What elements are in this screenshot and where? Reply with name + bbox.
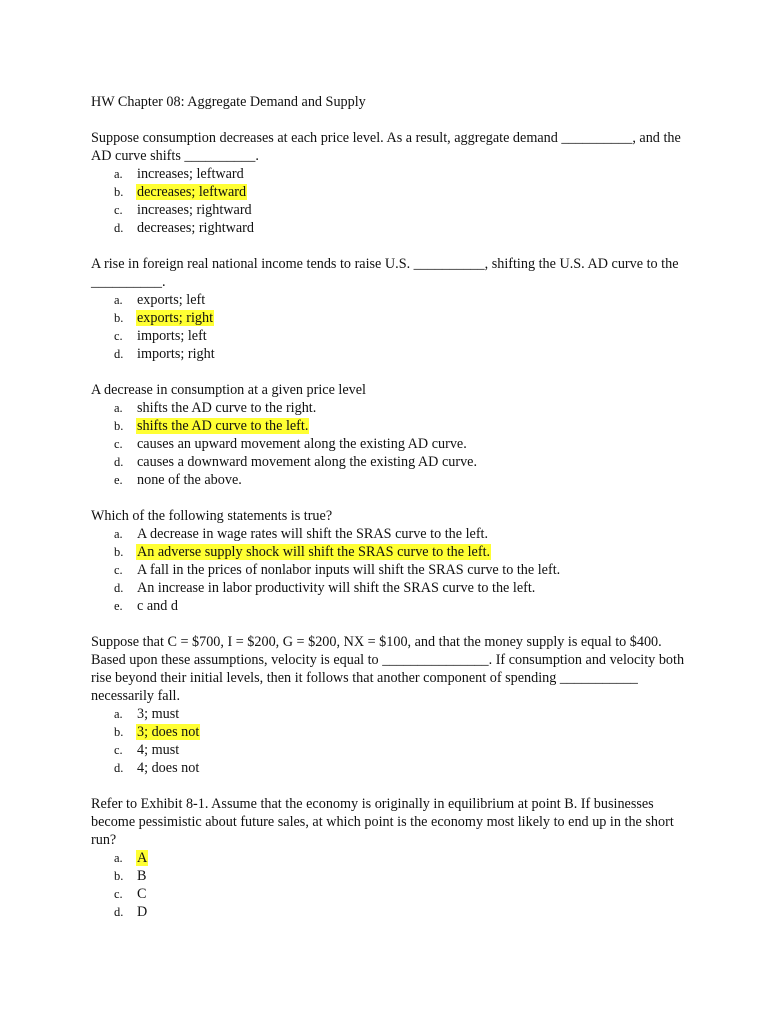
answer-options <box>91 165 691 237</box>
option-label: b. <box>114 419 124 433</box>
option-label: b. <box>114 869 124 883</box>
answer-option <box>91 417 691 435</box>
option-label: d. <box>114 221 124 235</box>
question-stem: Suppose that C = $700, I = $200, G = $200, NX = $100, and that the money supply is equal to $400. Based upon these assumptions, velocity is equal to _______________. If consumption and velocity both rise beyond their initial levels, then it follows that another component of spending ___________ necessarily fall. <box>91 634 685 704</box>
option-label: a. <box>114 401 123 415</box>
option-text: increases; rightward <box>137 202 252 218</box>
answer-option <box>91 579 691 597</box>
option-label: e. <box>114 473 123 487</box>
option-label: a. <box>114 707 123 721</box>
option-text: C <box>137 886 147 902</box>
option-label: a. <box>114 851 123 865</box>
answer-options <box>91 291 691 363</box>
option-label: a. <box>114 293 123 307</box>
answer-option <box>91 471 691 489</box>
option-label: a. <box>114 527 123 541</box>
option-text: increases; leftward <box>137 166 244 182</box>
option-label: c. <box>114 563 123 577</box>
option-text: c and d <box>137 598 178 614</box>
answer-option <box>91 399 691 417</box>
page-title: HW Chapter 08: Aggregate Demand and Supply <box>91 94 366 110</box>
option-label: b. <box>114 725 124 739</box>
question-2 <box>91 255 691 363</box>
option-text: shifts the AD curve to the right. <box>137 400 317 416</box>
answer-option <box>91 561 691 579</box>
option-text: decreases; rightward <box>137 220 254 236</box>
option-label: d. <box>114 581 124 595</box>
question-6 <box>91 795 691 921</box>
question-stem: Which of the following statements is true? <box>91 508 333 524</box>
question-stem: A rise in foreign real national income tends to raise U.S. __________, shifting the U.S. AD curve to the __________. <box>91 256 679 290</box>
answer-options <box>91 705 691 777</box>
option-text: 4; must <box>137 742 180 758</box>
answer-options <box>91 849 691 921</box>
highlighted-answer-text: decreases; leftward <box>137 184 247 200</box>
option-label: d. <box>114 761 124 775</box>
answer-option <box>91 435 691 453</box>
option-label: d. <box>114 455 124 469</box>
question-5 <box>91 633 691 777</box>
answer-option <box>91 543 691 561</box>
answer-option <box>91 453 691 471</box>
answer-option <box>91 903 691 921</box>
answer-option <box>91 165 691 183</box>
answer-option <box>91 327 691 345</box>
highlighted-answer-text: 3; does not <box>137 724 200 740</box>
answer-option <box>91 291 691 309</box>
answer-option <box>91 741 691 759</box>
option-label: c. <box>114 437 123 451</box>
highlighted-answer-text: exports; right <box>137 310 214 326</box>
answer-option <box>91 705 691 723</box>
option-text: A decrease in wage rates will shift the SRAS curve to the left. <box>137 526 489 542</box>
option-text: D <box>137 904 148 920</box>
option-text: 4; does not <box>137 760 200 776</box>
answer-options <box>91 525 691 615</box>
option-label: d. <box>114 347 124 361</box>
option-text: none of the above. <box>137 472 242 488</box>
question-stem: Suppose consumption decreases at each price level. As a result, aggregate demand __________, and the AD curve shifts __________. <box>91 130 681 164</box>
answer-option <box>91 201 691 219</box>
answer-option <box>91 345 691 363</box>
option-text: causes an upward movement along the existing AD curve. <box>137 436 467 452</box>
question-4 <box>91 507 691 615</box>
answer-options <box>91 399 691 489</box>
option-text: An increase in labor productivity will shift the SRAS curve to the left. <box>137 580 536 596</box>
option-label: c. <box>114 743 123 757</box>
option-label: a. <box>114 167 123 181</box>
option-label: b. <box>114 311 124 325</box>
highlighted-answer-text: shifts the AD curve to the left. <box>137 418 309 434</box>
option-label: c. <box>114 887 123 901</box>
answer-option <box>91 723 691 741</box>
option-label: c. <box>114 203 123 217</box>
option-label: e. <box>114 599 123 613</box>
question-stem: A decrease in consumption at a given price level <box>91 382 366 398</box>
answer-option <box>91 759 691 777</box>
answer-option <box>91 867 691 885</box>
answer-option <box>91 309 691 327</box>
answer-option <box>91 183 691 201</box>
question-stem: Refer to Exhibit 8-1. Assume that the economy is originally in equilibrium at point B. If businesses become pessimistic about future sales, at which point is the economy most likely to end up in the short run? <box>91 796 674 848</box>
answer-option <box>91 219 691 237</box>
option-text: imports; left <box>137 328 207 344</box>
answer-option <box>91 885 691 903</box>
option-text: exports; left <box>137 292 206 308</box>
option-text: A fall in the prices of nonlabor inputs will shift the SRAS curve to the left. <box>137 562 561 578</box>
option-text: 3; must <box>137 706 180 722</box>
answer-option <box>91 849 691 867</box>
option-label: b. <box>114 545 124 559</box>
answer-option <box>91 597 691 615</box>
option-label: b. <box>114 185 124 199</box>
document-body <box>91 93 691 939</box>
highlighted-answer-text: A <box>137 850 148 866</box>
option-label: c. <box>114 329 123 343</box>
question-list <box>91 129 691 921</box>
option-text: causes a downward movement along the existing AD curve. <box>137 454 478 470</box>
highlighted-answer-text: An adverse supply shock will shift the SRAS curve to the left. <box>137 544 491 560</box>
option-text: imports; right <box>137 346 215 362</box>
question-1 <box>91 129 691 237</box>
option-text: B <box>137 868 147 884</box>
question-3 <box>91 381 691 489</box>
option-label: d. <box>114 905 124 919</box>
answer-option <box>91 525 691 543</box>
